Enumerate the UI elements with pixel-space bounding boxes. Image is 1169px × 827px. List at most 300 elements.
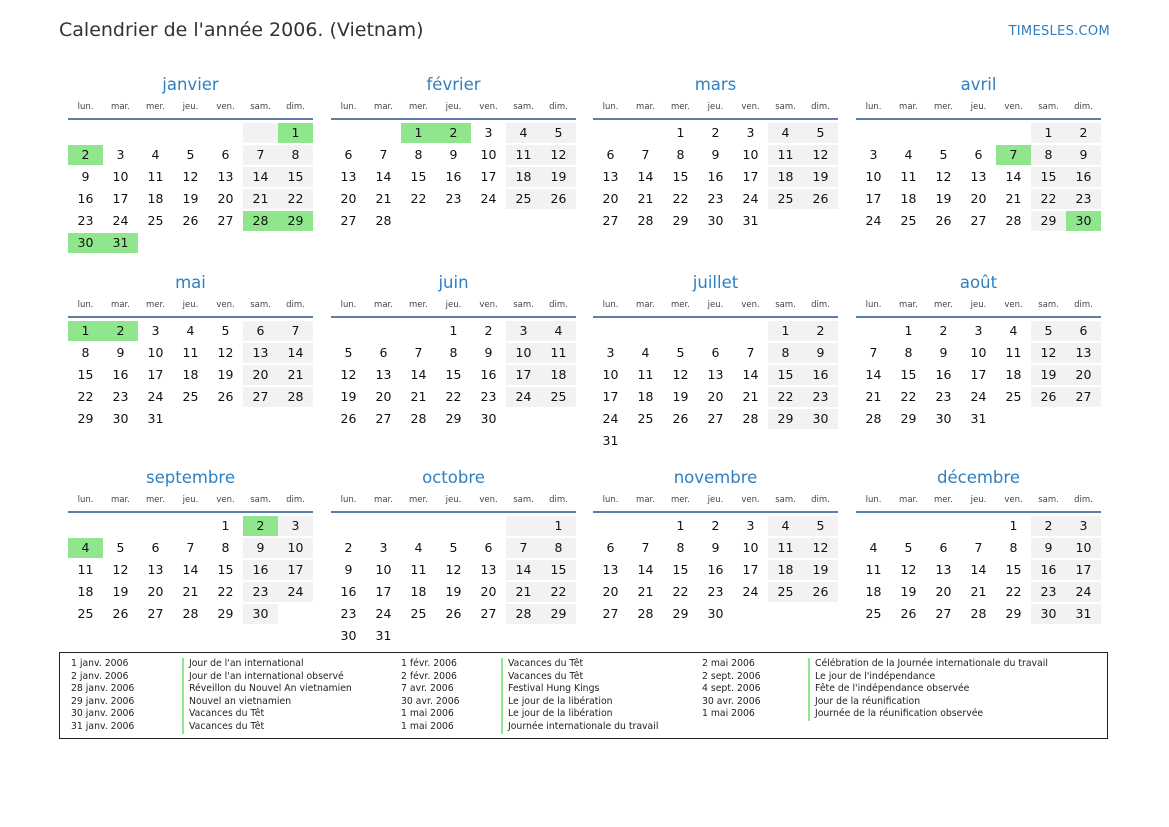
day-cell: 10 xyxy=(865,169,882,184)
weekday-label: mer. xyxy=(146,102,165,112)
day-cell: 11 xyxy=(637,367,654,382)
day-cell: 22 xyxy=(77,389,94,404)
day-cell: 28 xyxy=(1005,213,1022,228)
weekday-label: mer. xyxy=(671,102,690,112)
day-cell: 27 xyxy=(375,411,392,426)
day-cell: 7 xyxy=(641,147,650,162)
day-cell: 25 xyxy=(182,389,199,404)
day-grid xyxy=(593,515,838,625)
day-cell: 3 xyxy=(506,321,541,341)
holiday-name: Réveillon du Nouvel An vietnamien xyxy=(182,683,352,696)
weekday-label: mer. xyxy=(409,300,428,310)
empty-cell xyxy=(628,321,663,341)
empty-cell xyxy=(1066,409,1101,429)
day-cell: 24 xyxy=(278,582,313,602)
day-cell: 16 xyxy=(707,169,724,184)
month-name: décembre xyxy=(937,468,1020,487)
day-grid xyxy=(856,122,1101,232)
day-cell: 21 xyxy=(637,191,654,206)
day-cell: 2 xyxy=(243,516,278,536)
empty-cell xyxy=(628,431,663,451)
day-cell: 21 xyxy=(865,389,882,404)
day-cell: 12 xyxy=(935,169,952,184)
month-divider xyxy=(331,316,576,318)
legend-column xyxy=(401,658,658,734)
day-cell: 7 xyxy=(996,145,1031,165)
day-cell: 4 xyxy=(506,123,541,143)
day-cell: 29 xyxy=(217,606,234,621)
day-cell: 24 xyxy=(742,191,759,206)
day-cell: 26 xyxy=(900,606,917,621)
day-cell: 4 xyxy=(768,516,803,536)
day-grid xyxy=(68,320,313,430)
day-cell: 3 xyxy=(869,147,878,162)
day-cell: 5 xyxy=(344,345,353,360)
day-cell: 17 xyxy=(970,367,987,382)
day-cell: 28 xyxy=(375,213,392,228)
day-cell: 8 xyxy=(221,540,230,555)
month-11 xyxy=(856,468,1101,625)
holiday-name: Célébration de la Journée internationale du travail xyxy=(808,658,1048,671)
day-cell: 14 xyxy=(375,169,392,184)
day-cell: 23 xyxy=(480,389,497,404)
weekday-label: lun. xyxy=(602,102,619,112)
day-cell: 28 xyxy=(410,411,427,426)
weekday-label: lun. xyxy=(340,300,357,310)
day-cell: 7 xyxy=(506,538,541,558)
day-cell: 2 xyxy=(711,125,720,140)
weekday-label: sam. xyxy=(1038,102,1059,112)
month-divider xyxy=(593,118,838,120)
weekday-label: mer. xyxy=(934,300,953,310)
legend-item xyxy=(401,658,658,671)
day-cell: 20 xyxy=(602,191,619,206)
day-cell: 4 xyxy=(869,540,878,555)
day-cell: 29 xyxy=(445,411,462,426)
weekday-label: sam. xyxy=(513,102,534,112)
day-cell: 22 xyxy=(410,191,427,206)
day-cell: 2 xyxy=(436,123,471,143)
day-cell: 9 xyxy=(484,345,493,360)
weekday-label: lun. xyxy=(865,102,882,112)
day-cell: 11 xyxy=(865,562,882,577)
day-cell: 4 xyxy=(186,323,195,338)
day-cell: 16 xyxy=(1066,167,1101,187)
day-cell: 11 xyxy=(77,562,94,577)
day-grid xyxy=(331,122,576,232)
weekday-label: sam. xyxy=(513,495,534,505)
day-cell: 16 xyxy=(77,191,94,206)
weekday-label: lun. xyxy=(340,495,357,505)
legend-item xyxy=(702,658,1048,671)
day-cell: 22 xyxy=(672,584,689,599)
month-divider xyxy=(68,316,313,318)
day-cell: 10 xyxy=(602,367,619,382)
day-cell: 30 xyxy=(707,213,724,228)
empty-cell xyxy=(173,233,208,253)
day-cell: 14 xyxy=(970,562,987,577)
month-2 xyxy=(593,75,838,232)
weekday-label: mer. xyxy=(146,495,165,505)
empty-cell xyxy=(471,211,506,231)
empty-cell xyxy=(68,516,103,536)
day-cell: 19 xyxy=(182,191,199,206)
day-cell: 18 xyxy=(768,560,803,580)
day-cell: 28 xyxy=(637,606,654,621)
day-cell: 12 xyxy=(541,145,576,165)
day-cell: 26 xyxy=(541,189,576,209)
holiday-name: Le jour de la libération xyxy=(501,708,613,721)
day-cell: 5 xyxy=(116,540,125,555)
weekday-label: lun. xyxy=(602,300,619,310)
empty-cell xyxy=(243,123,278,143)
day-cell: 12 xyxy=(1031,343,1066,363)
day-cell: 13 xyxy=(147,562,164,577)
holiday-date: 2 mai 2006 xyxy=(702,658,755,669)
day-cell: 20 xyxy=(217,191,234,206)
day-cell: 27 xyxy=(480,606,497,621)
month-name: mai xyxy=(175,273,206,292)
empty-cell xyxy=(103,123,138,143)
day-cell: 29 xyxy=(672,606,689,621)
month-divider xyxy=(856,118,1101,120)
day-cell: 11 xyxy=(768,538,803,558)
legend-column xyxy=(71,658,352,734)
day-cell: 17 xyxy=(865,191,882,206)
month-divider xyxy=(331,118,576,120)
day-cell: 26 xyxy=(445,606,462,621)
empty-cell xyxy=(506,409,541,429)
day-cell: 3 xyxy=(484,125,493,140)
day-cell: 27 xyxy=(707,411,724,426)
day-cell: 4 xyxy=(151,147,160,162)
day-cell: 28 xyxy=(637,213,654,228)
empty-cell xyxy=(803,604,838,624)
weekday-label: lun. xyxy=(77,495,94,505)
day-cell: 2 xyxy=(939,323,948,338)
weekday-label: jeu. xyxy=(182,300,199,310)
day-grid xyxy=(331,515,576,647)
day-cell: 21 xyxy=(742,389,759,404)
day-cell: 2 xyxy=(484,323,493,338)
weekday-header xyxy=(331,299,576,312)
month-name: août xyxy=(959,273,998,292)
month-0 xyxy=(68,75,313,254)
holiday-name: Festival Hung Kings xyxy=(501,683,599,696)
day-cell: 10 xyxy=(742,147,759,162)
day-cell: 4 xyxy=(414,540,423,555)
empty-cell xyxy=(996,123,1031,143)
day-cell: 27 xyxy=(935,606,952,621)
weekday-header xyxy=(68,494,313,507)
day-cell: 28 xyxy=(970,606,987,621)
day-cell: 22 xyxy=(900,389,917,404)
day-cell: 15 xyxy=(1031,167,1066,187)
holiday-date: 1 févr. 2006 xyxy=(401,658,457,669)
day-cell: 23 xyxy=(77,213,94,228)
day-cell: 26 xyxy=(672,411,689,426)
holiday-date: 1 mai 2006 xyxy=(401,720,454,732)
weekday-label: ven. xyxy=(479,102,498,112)
empty-cell xyxy=(208,409,243,429)
weekday-label: mer. xyxy=(409,495,428,505)
day-cell: 25 xyxy=(768,582,803,602)
day-cell: 9 xyxy=(81,169,90,184)
empty-cell xyxy=(366,516,401,536)
day-cell: 24 xyxy=(147,389,164,404)
day-cell: 27 xyxy=(243,387,278,407)
weekday-label: mar. xyxy=(111,300,130,310)
month-divider xyxy=(593,511,838,513)
day-cell: 1 xyxy=(221,518,230,533)
empty-cell xyxy=(436,211,471,231)
day-cell: 22 xyxy=(1005,584,1022,599)
holiday-date: 1 mai 2006 xyxy=(401,708,454,720)
day-cell: 8 xyxy=(541,538,576,558)
weekday-label: jeu. xyxy=(970,102,987,112)
day-cell: 19 xyxy=(340,389,357,404)
day-cell: 18 xyxy=(506,167,541,187)
weekday-header xyxy=(593,101,838,114)
day-cell: 21 xyxy=(182,584,199,599)
day-cell: 20 xyxy=(375,389,392,404)
day-cell: 21 xyxy=(637,584,654,599)
site-logo-link[interactable]: TIMESLES.COM xyxy=(1008,24,1110,39)
day-cell: 21 xyxy=(375,191,392,206)
day-cell: 24 xyxy=(865,213,882,228)
weekday-label: mer. xyxy=(934,102,953,112)
day-cell: 1 xyxy=(449,323,458,338)
weekday-header xyxy=(68,299,313,312)
weekday-label: dim. xyxy=(286,300,305,310)
day-cell: 30 xyxy=(1066,211,1101,231)
empty-cell xyxy=(173,516,208,536)
day-cell: 1 xyxy=(278,123,313,143)
day-cell: 15 xyxy=(217,562,234,577)
month-1 xyxy=(331,75,576,232)
legend-item xyxy=(702,683,1048,696)
day-cell: 7 xyxy=(414,345,423,360)
day-cell: 6 xyxy=(606,147,615,162)
day-cell: 20 xyxy=(935,584,952,599)
weekday-label: sam. xyxy=(775,102,796,112)
day-cell: 12 xyxy=(803,538,838,558)
weekday-label: jeu. xyxy=(445,495,462,505)
empty-cell xyxy=(331,321,366,341)
day-cell: 1 xyxy=(1031,123,1066,143)
weekday-label: lun. xyxy=(340,102,357,112)
weekday-label: jeu. xyxy=(707,495,724,505)
day-cell: 26 xyxy=(935,213,952,228)
empty-cell xyxy=(663,321,698,341)
day-cell: 18 xyxy=(77,584,94,599)
day-cell: 4 xyxy=(1009,323,1018,338)
day-cell: 20 xyxy=(707,389,724,404)
month-divider xyxy=(68,118,313,120)
empty-cell xyxy=(103,516,138,536)
day-cell: 3 xyxy=(116,147,125,162)
holiday-date: 31 janv. 2006 xyxy=(71,720,135,732)
day-cell: 28 xyxy=(278,387,313,407)
empty-cell xyxy=(506,516,541,536)
weekday-label: ven. xyxy=(479,495,498,505)
day-cell: 3 xyxy=(746,125,755,140)
weekday-label: mar. xyxy=(111,495,130,505)
empty-cell xyxy=(208,233,243,253)
weekday-label: mar. xyxy=(899,102,918,112)
day-cell: 13 xyxy=(602,169,619,184)
weekday-label: sam. xyxy=(250,102,271,112)
empty-cell xyxy=(593,321,628,341)
day-cell: 6 xyxy=(484,540,493,555)
day-cell: 30 xyxy=(707,606,724,621)
empty-cell xyxy=(366,321,401,341)
day-cell: 9 xyxy=(243,538,278,558)
day-cell: 1 xyxy=(768,321,803,341)
day-cell: 5 xyxy=(676,345,685,360)
weekday-label: mar. xyxy=(899,495,918,505)
month-name: juin xyxy=(438,273,469,292)
day-cell: 2 xyxy=(344,540,353,555)
day-cell: 15 xyxy=(900,367,917,382)
day-cell: 23 xyxy=(445,191,462,206)
day-cell: 1 xyxy=(676,125,685,140)
day-grid xyxy=(68,515,313,625)
empty-cell xyxy=(68,123,103,143)
weekday-label: dim. xyxy=(549,300,568,310)
day-cell: 4 xyxy=(904,147,913,162)
month-divider xyxy=(331,511,576,513)
day-cell: 27 xyxy=(340,213,357,228)
day-cell: 7 xyxy=(869,345,878,360)
empty-cell xyxy=(401,321,436,341)
day-cell: 9 xyxy=(1031,538,1066,558)
day-cell: 2 xyxy=(711,518,720,533)
day-cell: 14 xyxy=(1005,169,1022,184)
day-cell: 22 xyxy=(445,389,462,404)
weekday-label: jeu. xyxy=(707,300,724,310)
day-cell: 25 xyxy=(147,213,164,228)
day-cell: 4 xyxy=(768,123,803,143)
day-cell: 21 xyxy=(1005,191,1022,206)
day-cell: 5 xyxy=(904,540,913,555)
day-cell: 21 xyxy=(410,389,427,404)
weekday-label: mer. xyxy=(409,102,428,112)
holiday-date: 2 sept. 2006 xyxy=(702,670,761,682)
day-cell: 20 xyxy=(602,584,619,599)
day-cell: 15 xyxy=(1005,562,1022,577)
day-cell: 11 xyxy=(410,562,427,577)
day-cell: 22 xyxy=(672,191,689,206)
month-10 xyxy=(593,468,838,625)
page-title: Calendrier de l'année 2006. (Vietnam) xyxy=(59,19,424,41)
day-cell: 31 xyxy=(103,233,138,253)
empty-cell xyxy=(278,409,313,429)
weekday-label: dim. xyxy=(811,300,830,310)
holiday-name: Vacances du Têt xyxy=(182,708,264,721)
day-cell: 5 xyxy=(221,323,230,338)
month-name: février xyxy=(426,75,481,94)
day-cell: 6 xyxy=(974,147,983,162)
empty-cell xyxy=(663,431,698,451)
month-name: juillet xyxy=(692,273,739,292)
legend-item xyxy=(71,721,352,734)
empty-cell xyxy=(138,123,173,143)
day-cell: 30 xyxy=(68,233,103,253)
weekday-label: mer. xyxy=(671,495,690,505)
day-cell: 9 xyxy=(116,345,125,360)
weekday-label: mar. xyxy=(636,102,655,112)
day-cell: 8 xyxy=(1031,145,1066,165)
weekday-label: mar. xyxy=(899,300,918,310)
legend-item xyxy=(71,658,352,671)
empty-cell xyxy=(173,123,208,143)
day-cell: 20 xyxy=(340,191,357,206)
day-cell: 19 xyxy=(672,389,689,404)
empty-cell xyxy=(996,409,1031,429)
day-cell: 5 xyxy=(803,123,838,143)
holiday-date: 7 avr. 2006 xyxy=(401,683,454,695)
day-cell: 22 xyxy=(768,387,803,407)
day-cell: 31 xyxy=(742,213,759,228)
weekday-label: jeu. xyxy=(707,102,724,112)
day-cell: 31 xyxy=(375,628,392,643)
day-cell: 25 xyxy=(768,189,803,209)
day-cell: 26 xyxy=(340,411,357,426)
legend-item xyxy=(71,708,352,721)
weekday-label: dim. xyxy=(811,495,830,505)
day-cell: 15 xyxy=(445,367,462,382)
day-cell: 17 xyxy=(742,169,759,184)
day-cell: 7 xyxy=(186,540,195,555)
day-cell: 25 xyxy=(77,606,94,621)
weekday-label: jeu. xyxy=(445,102,462,112)
holiday-name: Jour de la réunification xyxy=(808,696,920,709)
empty-cell xyxy=(278,233,313,253)
holiday-name: Vacances du Têt xyxy=(501,671,583,684)
day-cell: 10 xyxy=(278,538,313,558)
holiday-date: 30 janv. 2006 xyxy=(71,708,135,720)
holiday-name: Fête de l'indépendance observée xyxy=(808,683,969,696)
empty-cell xyxy=(436,516,471,536)
month-divider xyxy=(856,511,1101,513)
day-cell: 14 xyxy=(742,367,759,382)
day-cell: 30 xyxy=(340,628,357,643)
holiday-name: Jour de l'an international observé xyxy=(182,671,344,684)
legend-item xyxy=(401,683,658,696)
day-cell: 27 xyxy=(1066,387,1101,407)
day-cell: 29 xyxy=(1005,606,1022,621)
day-cell: 16 xyxy=(803,365,838,385)
day-cell: 31 xyxy=(1066,604,1101,624)
holiday-date: 30 avr. 2006 xyxy=(401,695,460,707)
day-cell: 25 xyxy=(865,606,882,621)
weekday-label: dim. xyxy=(549,495,568,505)
empty-cell xyxy=(593,516,628,536)
empty-cell xyxy=(698,321,733,341)
day-cell: 17 xyxy=(1066,560,1101,580)
holiday-name: Jour de l'an international xyxy=(182,658,304,671)
holiday-date: 28 janv. 2006 xyxy=(71,683,135,695)
empty-cell xyxy=(926,123,961,143)
day-cell: 30 xyxy=(803,409,838,429)
weekday-label: mar. xyxy=(636,495,655,505)
day-cell: 19 xyxy=(112,584,129,599)
empty-cell xyxy=(278,604,313,624)
day-cell: 20 xyxy=(147,584,164,599)
day-cell: 31 xyxy=(970,411,987,426)
day-cell: 18 xyxy=(865,584,882,599)
